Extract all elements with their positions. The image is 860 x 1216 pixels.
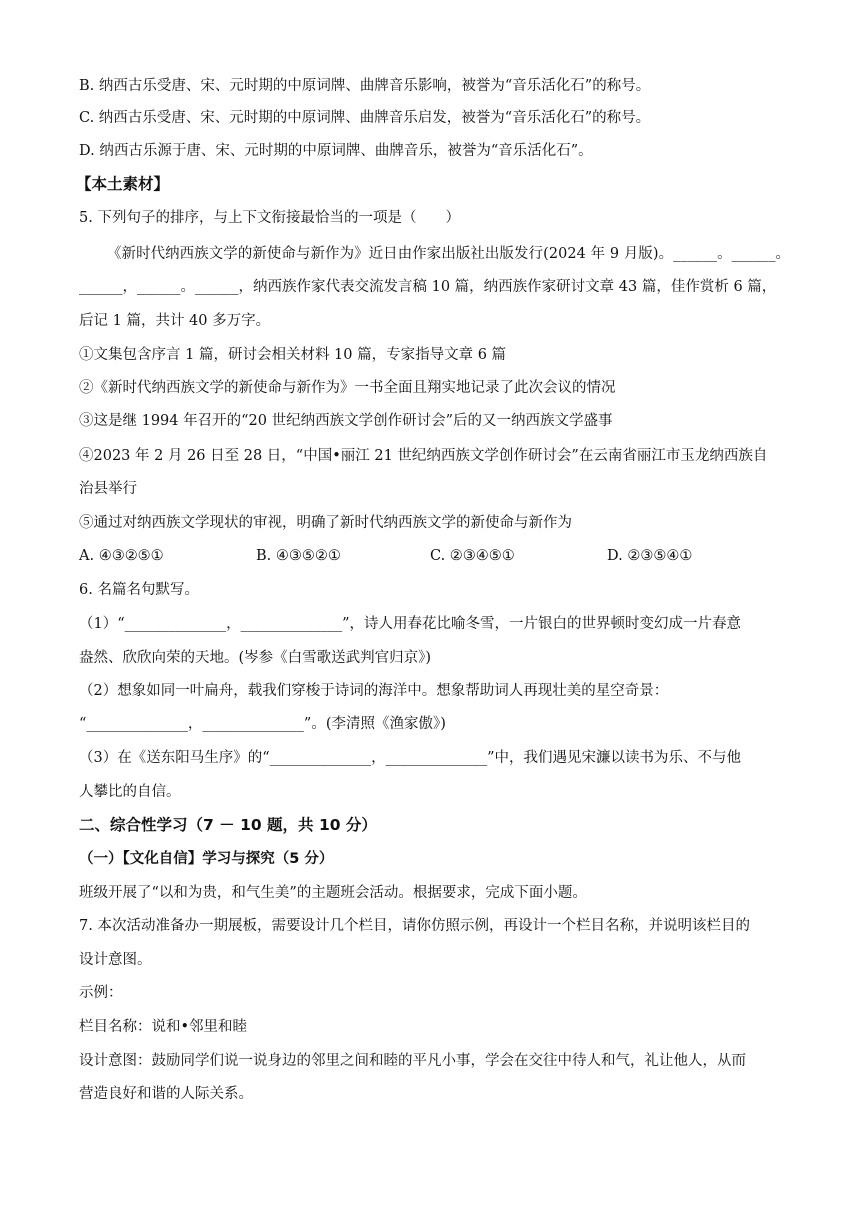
q5-sentence-3: ③这是继 1994 年召开的“20 世纪纳西族文学创作研讨会”后的又一纳西族文学盛事 (79, 413, 613, 429)
q6-part1-line2: 盎然、欣欣向荣的天地。(岑参《白雪歌送武判官归京》) (79, 650, 432, 666)
q5-stem: 5. 下列句子的排序，与上下文衔接最恰当的一项是（ ） (79, 210, 460, 226)
q4-option-d: D. 纳西古乐源于唐、宋、元时期的中原词牌、曲牌音乐，被誉为“音乐活化石”。 (79, 143, 593, 159)
q7-intent-line2: 营造良好和谐的人际关系。 (79, 1086, 253, 1102)
q5-sentence-4b: 治县举行 (79, 481, 137, 497)
q5-option-b: B. ④③⑤②① (256, 548, 341, 564)
q6-part1-line1: （1）“______________，______________”，诗人用春花比喻冬雪，一片银白的世界顿时变幻成一片春意 (79, 616, 742, 632)
q6-stem: 6. 名篇名句默写。 (79, 582, 199, 598)
section-local-heading: 【本土素材】 (76, 175, 170, 193)
q5-option-a: A. ④③②⑤① (79, 548, 164, 564)
q5-option-c: C. ②③④⑤① (430, 548, 515, 564)
q7-intent-line1: 设计意图：鼓励同学们说一说身边的邻里之间和睦的平凡小事，学会在交往中待人和气，礼让他人，从而 (79, 1053, 746, 1069)
q6-part3-line1: （3）在《送东阳马生序》的“______________，______________”中，我们遇见宋濂以读书为乐、不与他 (79, 750, 742, 766)
q6-part2-line1: （2）想象如同一叶扁舟，载我们穿梭于诗词的海洋中。想象帮助词人再现壮美的星空奇景： (79, 683, 669, 699)
q5-sentence-2: ②《新时代纳西族文学的新使命与新作为》一书全面且翔实地记录了此次会议的情况 (79, 380, 616, 396)
q7-line1: 7. 本次活动准备办一期展板，需要设计几个栏目，请你仿照示例，再设计一个栏目名称，并说明该栏目的 (79, 918, 750, 934)
section2-heading: 二、综合性学习（7 － 10 题，共 10 分） (79, 816, 377, 834)
q5-passage-line1: 《新时代纳西族文学的新使命与新作为》近日由作家出版社出版发行(2024 年 9 月版)。______。______。 (107, 246, 791, 262)
q5-passage-line2: ______，______。______，纳西族作家代表交流发言稿 10 篇，纳西族作家研讨文章 43 篇，佳作赏析 6 篇， (79, 279, 777, 295)
activity-intro: 班级开展了“以和为贵，和气生美”的主题班会活动。根据要求，完成下面小题。 (79, 885, 587, 901)
q7-line2: 设计意图。 (79, 952, 152, 968)
q7-example-label: 示例： (79, 985, 123, 1001)
q4-option-c: C. 纳西古乐受唐、宋、元时期的中原词牌、曲牌音乐启发，被誉为“音乐活化石”的称号。 (79, 110, 651, 126)
q5-option-d: D. ②③⑤④① (607, 548, 693, 564)
q4-option-b: B. 纳西古乐受唐、宋、元时期的中原词牌、曲牌音乐影响，被誉为“音乐活化石”的称号。 (79, 78, 651, 94)
q5-sentence-1: ①文集包含序言 1 篇，研讨会相关材料 10 篇，专家指导文章 6 篇 (79, 347, 507, 363)
q6-part3-line2: 人攀比的自信。 (79, 784, 181, 800)
q5-passage-line3: 后记 1 篇，共计 40 多万字。 (79, 313, 271, 329)
q5-sentence-4a: ④2023 年 2 月 26 日至 28 日，“中国•丽江 21 世纪纳西族文学创作研讨会”在云南省丽江市玉龙纳西族自 (79, 448, 768, 464)
q7-column-name: 栏目名称：说和•邻里和睦 (79, 1019, 248, 1035)
q6-part2-line2: “______________，______________”。(李清照《渔家傲》) (79, 716, 446, 732)
q5-sentence-5: ⑤通过对纳西族文学现状的审视，明确了新时代纳西族文学的新使命与新作为 (79, 515, 572, 531)
subsection1-heading: （一）【文化自信】学习与探究（5 分） (79, 851, 334, 867)
